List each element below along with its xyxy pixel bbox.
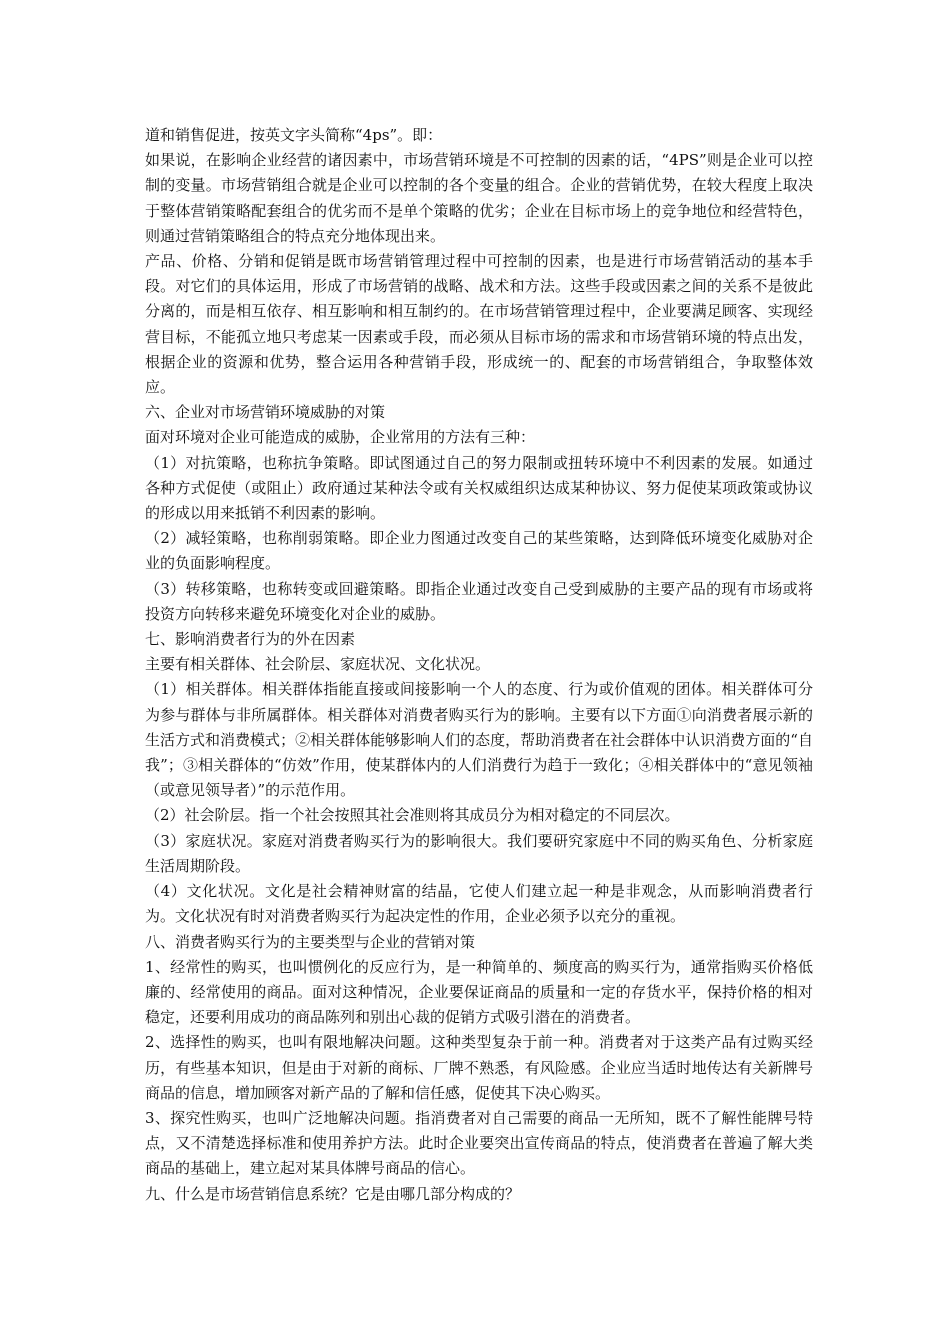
- paragraph-marketing-mix-tools: 产品、价格、分销和促销是既市场营销管理过程中可控制的因素，也是进行市场营销活动的基本手段。对它们的具体运用，形成了市场营销的战略、战术和方法。这些手段或因素之间的关系不是彼此分离的，而是相互依存、相互影响和相互制约的。在市场营销管理过程中，企业要满足顾客、实现经营目标，不能孤立地只考虑某一因素或手段，而必须从目标市场的需求和市场营销环境的特点出发，根据企业的资源和优势，整合运用各种营销手段，形成统一的、配套的市场营销组合，争取整体效应。: [145, 252, 813, 397]
- document-page: [145, 123, 813, 1207]
- paragraph-exploratory-purchase: 3、探究性购买，也叫广泛地解决问题。指消费者对自己需要的商品一无所知，既不了解性能牌号特点，又不清楚选择标准和使用养护方法。此时企业要突出宣传商品的特点，使消费者在普遍了解大类商品的基础上，建立起对某具体牌号商品的信心。: [145, 1108, 813, 1178]
- paragraph-4ps-intro: 道和销售促进，按英文字头简称“4ps”。即：: [145, 126, 443, 144]
- paragraph-external-factors: 主要有相关群体、社会阶层、家庭状况、文化状况。: [145, 655, 491, 674]
- paragraph-social-class: （2）社会阶层。指一个社会按照其社会准则将其成员分为相对稳定的不同层次。: [145, 806, 680, 825]
- paragraph-strategy-mitigate: （2）减轻策略，也称削弱策略。即企业力图通过改变自己的某些策略，达到降低环境变化威胁对企业的负面影响程度。: [145, 529, 813, 573]
- paragraph-threat-methods: 面对环境对企业可能造成的威胁，企业常用的方法有三种：: [145, 428, 536, 447]
- paragraph-reference-groups: （1）相关群体。相关群体指能直接或间接影响一个人的态度、行为或价值观的团体。相关群体可分为参与群体与非所属群体。相关群体对消费者购买行为的影响。主要有以下方面①向消费者展示新的生活方式和消费模式；②相关群体能够影响人们的态度，帮助消费者在社会群体中认识消费方面的“自我”；③相关群体的“仿效”作用，使某群体内的人们消费行为趋于一致化；④相关群体中的“意见领袖（或意见领导者）”的示范作用。: [145, 680, 813, 800]
- paragraph-culture: （4）文化状况。文化是社会精神财富的结晶，它使人们建立起一种是非观念，从而影响消费者行为。文化状况有时对消费者购买行为起决定性的作用，企业必须予以充分的重视。: [145, 882, 813, 926]
- section-heading-9: 九、什么是市场营销信息系统？它是由哪几部分构成的？: [145, 1184, 521, 1203]
- paragraph-family: （3）家庭状况。家庭对消费者购买行为的影响很大。我们要研究家庭中不同的购买角色、分析家庭生活周期阶段。: [145, 831, 813, 875]
- section-heading-6: 六、企业对市场营销环境威胁的对策: [145, 403, 386, 422]
- paragraph-strategy-confront: （1）对抗策略，也称抗争策略。即试图通过自己的努力限制或扭转环境中不利因素的发展。如通过各种方式促使（或阻止）政府通过某种法令或有关权威组织达成某种协议、努力促使某项政策或协议的形成以用来抵销不利因素的影响。: [145, 453, 813, 523]
- paragraph-strategy-transfer: （3）转移策略，也称转变或回避策略。即指企业通过改变自己受到威胁的主要产品的现有市场或将投资方向转移来避免环境变化对企业的威胁。: [145, 579, 813, 623]
- paragraph-routine-purchase: 1、经常性的购买，也叫惯例化的反应行为，是一种简单的、频度高的购买行为，通常指购买价格低廉的、经常使用的商品。面对这种情况，企业要保证商品的质量和一定的存货水平，保持价格的相对稳定，还要利用成功的商品陈列和别出心裁的促销方式吸引潜在的消费者。: [145, 957, 813, 1027]
- paragraph-4ps-controllable: 如果说，在影响企业经营的诸因素中，市场营销环境是不可控制的因素的话，“4PS”则是企业可以控制的变量。市场营销组合就是企业可以控制的各个变量的组合。企业的营销优势，在较大程度上取决于整体营销策略配套组合的优劣而不是单个策略的优劣；企业在目标市场上的竞争地位和经营特色，则通过营销策略组合的特点充分地体现出来。: [145, 151, 813, 245]
- section-heading-7: 七、影响消费者行为的外在因素: [145, 630, 356, 649]
- section-heading-8: 八、消费者购买行为的主要类型与企业的营销对策: [145, 932, 476, 951]
- paragraph-selective-purchase: 2、选择性的购买，也叫有限地解决问题。这种类型复杂于前一种。消费者对于这类产品有过购买经历，有些基本知识，但是由于对新的商标、厂牌不熟悉，有风险感。企业应当适时地传达有关新牌号商品的信息，增加顾客对新产品的了解和信任感，促使其下决心购买。: [145, 1033, 813, 1102]
